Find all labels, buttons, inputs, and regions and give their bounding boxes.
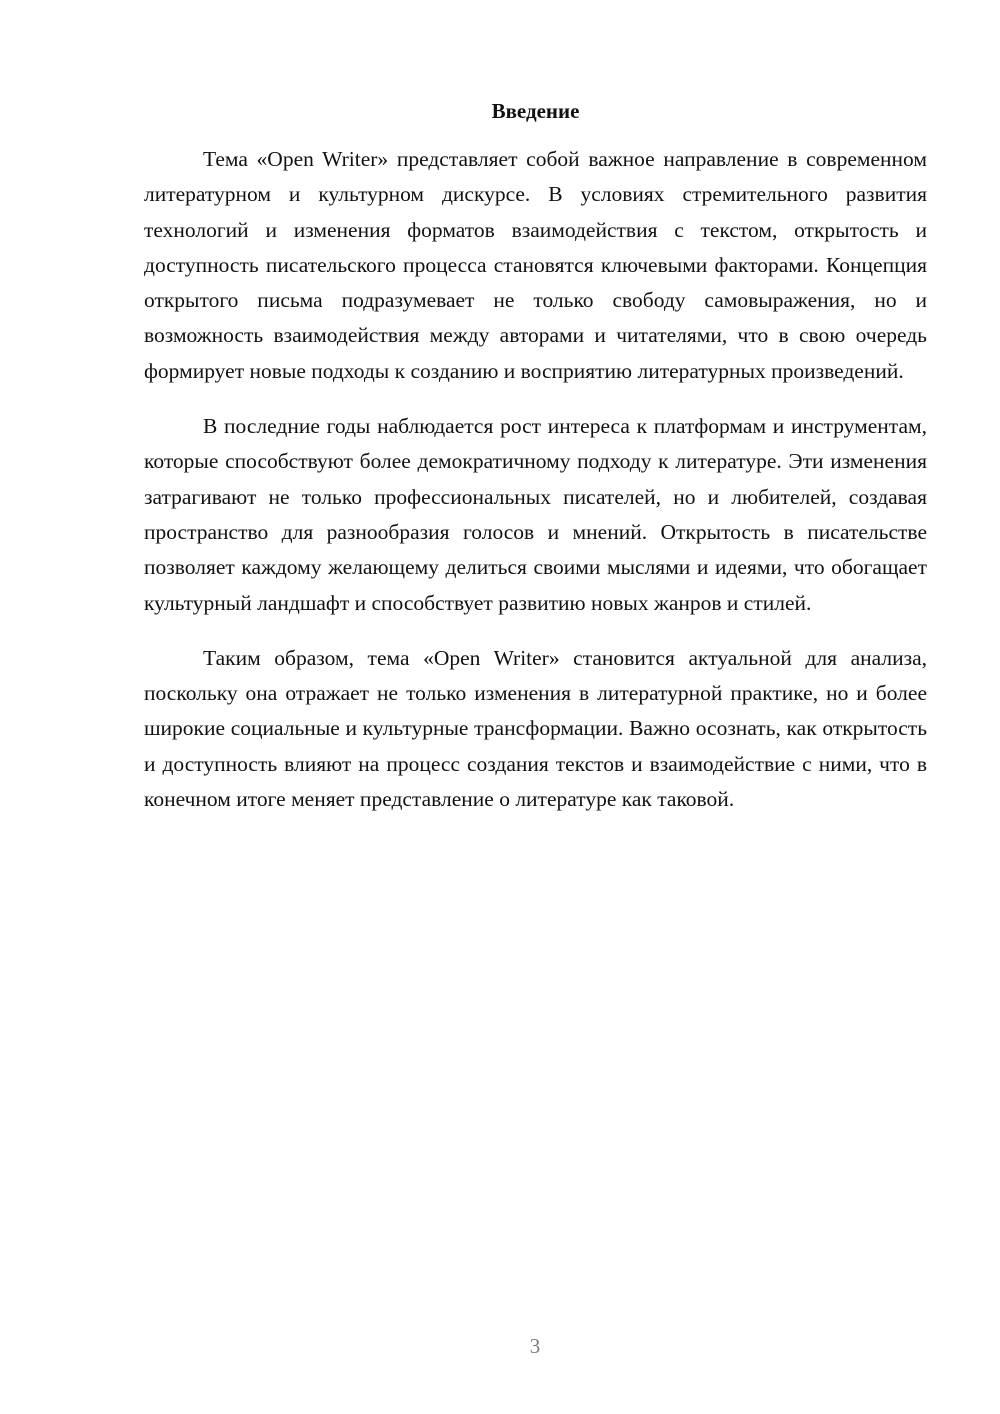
paragraph-3: Таким образом, тема «Open Writer» становится актуальной для анализа, поскольку она отражает не только изменения в литературной практике, но и более широкие социальные и культурные трансформации. Важно осознать, как открытость и доступность влияют на процесс создания текстов и взаимодействие с ними, что в конечном итоге меняет представление о литературе как таковой. bbox=[144, 645, 927, 812]
paragraph-1: Тема «Open Writer» представляет собой важное направление в современном литературном и культурном дискурсе. В условиях стремительного развития технологий и изменения форматов взаимодействия с текстом, открытость и доступность писательского процесса становятся ключевыми факторами. Концепция открытого письма подразумевает не только свободу самовыражения, но и возможность взаимодействия между авторами и читателями, что в свою очередь формирует новые подходы к созданию и восприятию литературных произведений. bbox=[144, 147, 927, 383]
paragraph-2: В последние годы наблюдается рост интереса к платформам и инструментам, которые способствуют более демократичному подходу к литературе. Эти изменения затрагивают не только профессиональных писателей, но и любителей, создавая пространство для разнообразия голосов и мнений. Открытость в писательстве позволяет каждому желающему делиться своими мыслями и идеями, что обогащает культурный ландшафт и способствует развитию новых жанров и стилей. bbox=[144, 414, 927, 615]
section-heading: Введение bbox=[491, 99, 580, 123]
body-text bbox=[144, 142, 927, 837]
page-number: 3 bbox=[529, 1334, 541, 1358]
